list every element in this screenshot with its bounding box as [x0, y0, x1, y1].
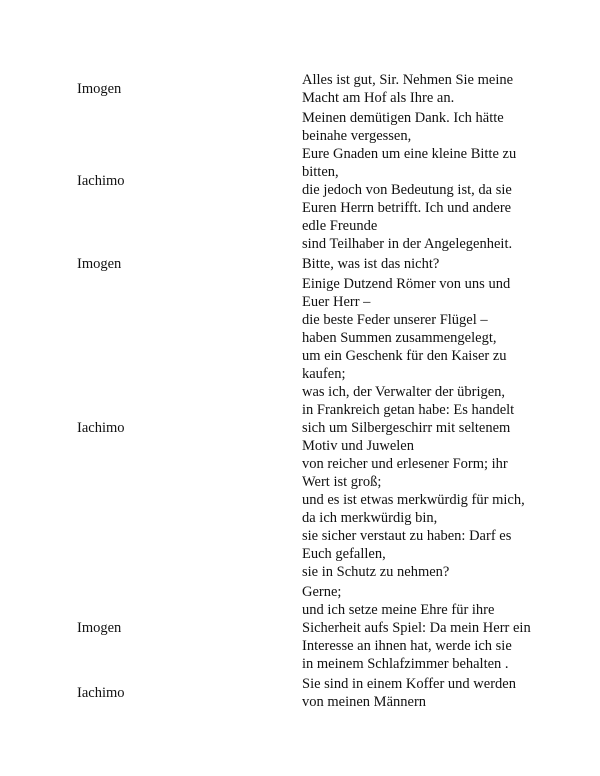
speech-line: Sie sind in einem Koffer und werden von meinen Männern	[302, 676, 516, 710]
speech-line: Alles ist gut, Sir. Nehmen Sie meine Macht am Hof als Ihre an.	[302, 72, 514, 106]
speech-line: Meinen demütigen Dank. Ich hätte beinahe vergessen,	[302, 110, 504, 144]
dialogue-row	[77, 583, 537, 675]
speech-line: und ich setze meine Ehre für ihre Sicherheit aufs Spiel: Da mein Herr ein Interesse an ihnen hat, werde ich sie	[302, 602, 531, 654]
speech-line: die jedoch von Bedeutung ist, da sie Euren Herrn betrifft. Ich und andere edle Freunde	[302, 182, 512, 234]
speech-line: Eure Gnaden um eine kleine Bitte zu bitten,	[302, 146, 517, 180]
speech-line: Gerne;	[302, 584, 342, 600]
speech-line: haben Summen zusammengelegt,	[302, 330, 497, 346]
speech-line: um ein Geschenk für den Kaiser zu kaufen;	[302, 348, 507, 382]
speech-line: in meinem Schlafzimmer behalten .	[302, 656, 509, 672]
dialogue-table	[77, 71, 537, 713]
speech-line: sind Teilhaber in der Angelegenheit.	[302, 236, 513, 252]
speech-line: in Frankreich getan habe: Es handelt sich um Silbergeschirr mit seltenem Motiv und Juwelen	[302, 402, 515, 454]
dialogue-row	[77, 255, 537, 275]
speech-text	[302, 109, 537, 255]
speech-text	[302, 275, 537, 583]
speaker-name: Imogen	[77, 620, 122, 636]
speech-text	[302, 71, 537, 109]
speech-text	[302, 583, 537, 675]
speaker-name: Iachimo	[77, 685, 125, 701]
speech-line: die beste Feder unserer Flügel –	[302, 312, 488, 328]
dialogue-row	[77, 71, 537, 109]
speech-line: sie sicher verstaut zu haben: Darf es Euch gefallen,	[302, 528, 512, 562]
speaker-name: Iachimo	[77, 173, 125, 189]
dialogue-row	[77, 109, 537, 255]
speaker-name: Imogen	[77, 81, 122, 97]
speech-line: sie in Schutz zu nehmen?	[302, 564, 450, 580]
speaker-name: Imogen	[77, 256, 122, 272]
dialogue-body	[77, 71, 537, 713]
speech-line: was ich, der Verwalter der übrigen,	[302, 384, 506, 400]
speech-line: von reicher und erlesener Form; ihr Wert ist groß;	[302, 456, 508, 490]
speaker-name: Iachimo	[77, 420, 125, 436]
speech-text	[302, 255, 537, 275]
dialogue-row	[77, 275, 537, 583]
speech-line: Einige Dutzend Römer von uns und Euer Herr –	[302, 276, 511, 310]
speech-line: Bitte, was ist das nicht?	[302, 256, 440, 272]
speech-line: und es ist etwas merkwürdig für mich, da ich merkwürdig bin,	[302, 492, 525, 526]
dialogue-row	[77, 675, 537, 713]
speech-text	[302, 675, 537, 713]
